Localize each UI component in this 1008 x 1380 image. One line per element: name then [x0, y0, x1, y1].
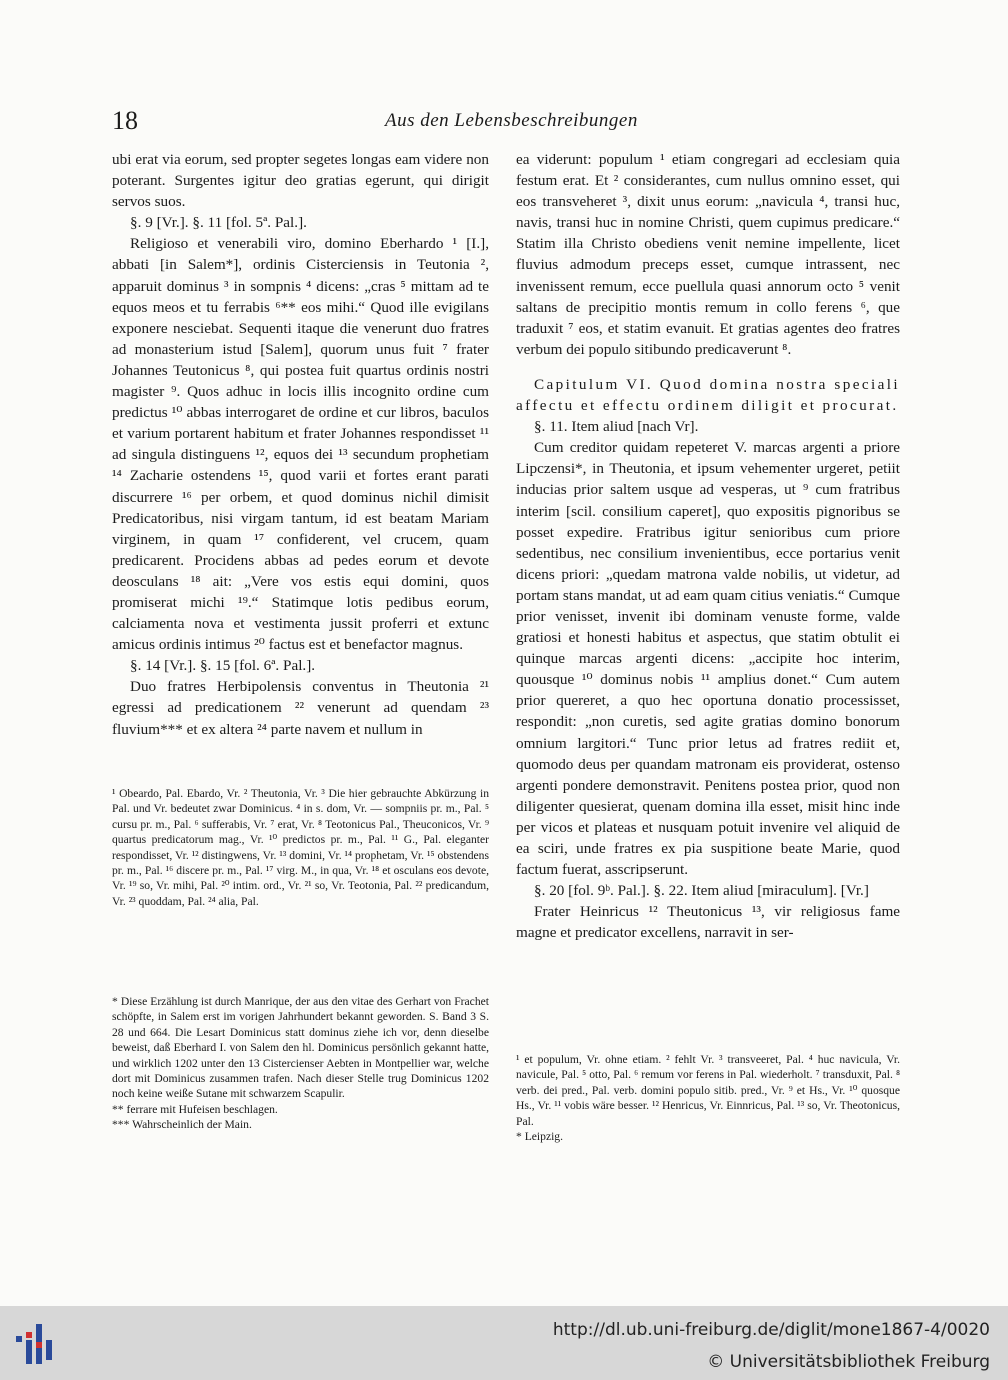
section-ref: §. 11. Item aliud [nach Vr].	[534, 418, 699, 436]
editor-note: ** ferrare mit Hufeisen beschlagen.	[112, 1102, 278, 1116]
section-ref: §. 14 [Vr.]. §. 15 [fol. 6ª. Pal.].	[130, 657, 316, 675]
footnotes-left	[112, 786, 489, 909]
ub-freiburg-logo-icon	[14, 1320, 58, 1366]
editor-note: *** Wahrscheinlich der Main.	[112, 1118, 252, 1132]
source-url-link[interactable]: http://dl.ub.uni-freiburg.de/diglit/mone1867-4/0020	[552, 1320, 990, 1340]
paragraph: Cum creditor quidam repeteret V. marcas argenti a priore Lipczensi*, in Theutonia, et ipsum vehementer urgeret, petiit inducias prior saltem usque ad vesperas, ut ⁹ cum fratribus interim [scil. consilium caperet], quo expositis pignoribus se posset expedire. Fratribus igitur senioribus cum priore sedentibus, nec consilium invenientibus, ecce portarius venit dicens priori: „quedam matrona valde nobilis, ut videtur, ad portam stans mandat, ut ad eam quam citius veniatis.“ Cumque prior venisset, invenit ibi dominam venuste forme, valde gratiosi et honesti habitus et aspectus, que statim obtulit ei quinque marcas argenti dicens: „accipite hoc interim, quousque ¹⁰ dominus nobis ¹¹ amplius donet.“ Cum autem prior quereret, a quo hec oportuna donatio processisset, respondit: „non curetis, sed agite gratias domino bonorum omnium largitori.“ Tunc prior letus ad fratres rediit et, quomodo deus per quandam matronam eis providerat, ostenso argenti pondere demonstravit. Penitens postea prior, quod non diligenter quesierat, quenam domina illa esset, misit hinc inde per vicos et plateas et nusquam potuit invenire vel aliquid de ea sciri, unde fratres ex pia suspitione beate Marie, quod factum fuerat, asscripserunt.	[516, 439, 900, 879]
editor-note: * Diese Erzählung ist durch Manrique, der aus den vitae des Gerhart von Frachet schöpfte, in Salem erst im vorigen Jahrhundert bekannt geworden. S. Band 3 S. 28 und 664. Die Lesart Dominicus statt dominus ziehe ich vor, denn dieselbe beweist, daß Eberhard I. von Salem den hl. Dominicus persönlich gekannt hatte, und wirklich 1202 unter den 13 Cistercienser Aebten in Montpellier war, welche dort mit Dominicus zusammen trafen. Nach dieser Stelle trug Dominicus 1202 noch keine weiße Sutane mit schwarzem Scapulir.	[112, 995, 489, 1101]
editor-notes-left	[112, 994, 489, 1133]
paragraph: Frater Heinricus ¹² Theutonicus ¹³, vir religiosus fame magne et predicator excellens, narravit in ser-	[516, 903, 900, 942]
page-number: 18	[112, 106, 138, 135]
footnote-apparatus: ¹ Obeardo, Pal. Ebardo, Vr. ² Theutonia, Vr. ³ Die hier gebrauchte Abkürzung in Pal. und Vr. bedeutet zwar Dominicus. ⁴ in s. dom, Vr. — sompniis pr. m., Pal. ⁵ cursu pr. m., Pal. ⁶ sufferabis, Vr. ⁷ erat, Vr. ⁸ Teotonicus Pal., Theuconicos, Vr. ⁹ quartus predicatorum mag., Vr. ¹⁰ predictos pr. m., Pal. ¹¹ G., Pal. eleganter respondisset, Vr. ¹² distingwens, Vr. ¹³ domini, Vr. ¹⁴ prophetam, Vr. ¹⁵ obstendens pr. m., Pal. ¹⁶ discere pr. m., Pal. ¹⁷ virg. M., in qua, Vr. ¹⁸ et osculans eos devote, Vr. ¹⁹ so, Vr. mihi, Pal. ²⁰ intim. ord., Vr. ²¹ so, Vr. Teotonia, Pal. ²² predicandum, Vr. ²³ quoddam, Pal. ²⁴ alia, Pal.	[112, 787, 489, 908]
copyright-notice: © Universitätsbibliothek Freiburg	[707, 1352, 990, 1372]
section-ref: §. 20 [fol. 9ᵇ. Pal.]. §. 22. Item aliud [miraculum]. [Vr.]	[534, 882, 869, 900]
left-column	[112, 149, 489, 740]
footnote-apparatus: ¹ et populum, Vr. ohne etiam. ² fehlt Vr. ³ transveeret, Pal. ⁴ huc navicula, Vr. navicule, Pal. ⁵ otto, Pal. ⁶ remum vor ferens in Pal. wiederholt. ⁷ transduxit, Pal. ⁸ verb. dei pred., Pal. verb. domini populo sitib. pred., Vr. ⁹ et Hs., Vr. ¹⁰ quosque Hs., Vr. ¹¹ vobis wäre besser. ¹² Henricus, Vr. Einnricus, Pal. ¹³ so, Vr. Theotonicus, Pal.	[516, 1053, 900, 1128]
running-head: Aus den Lebensbeschreibungen	[385, 110, 638, 131]
paragraph: Duo fratres Herbipolensis conventus in Theutonia ²¹ egressi ad predicationem ²² venerunt ad quendam ²³ fluvium*** et ex altera ²⁴ parte navem et nullum in	[112, 678, 489, 738]
viewer-footer	[0, 1306, 1008, 1380]
paragraph: ubi erat via eorum, sed propter segetes longas eam videre non poterant. Surgentes igitur deo gratias egerunt, qui dirigit servos suos.	[112, 151, 489, 211]
footnotes-right	[516, 1052, 900, 1144]
footnote: * Leipzig.	[516, 1130, 564, 1144]
chapter-heading: Capitulum VI. Quod domina nostra speciali affectu et effectu ordinem diligit et procurat.	[516, 375, 900, 415]
right-column	[516, 149, 900, 943]
paragraph: ea viderunt: populum ¹ etiam congregari ad ecclesiam quia festum erat. Et ² considerantes, cum nullus omnino esset, qui eos transveheret ³, dixit unus eorum: „navicula ⁴, transi huc, navis, transi huc in nomine Christi, quem cupimus predicare.“ Statim illa Christo obediens venit nemine impellente, licet fluvius admodum preceps esset, cumque intrassent, nec invenissent remum, ecce puellula quasi annorum octo ⁵ venit saltans de precipitio montis remum in collo ferens ⁶, que traduxit ⁷ eos, et statim evanuit. Et gratias agentes deo fratres verbum dei populo sitibundo predicaverunt ⁸.	[516, 151, 900, 358]
paragraph: Religioso et venerabili viro, domino Eberhardo ¹ [I.], abbati [in Salem*], ordinis Cisterciensis in Teutonia ², apparuit dominus ³ in sompnis ⁴ dicens: „cras ⁵ mittam ad te equos meos et tu ferrabis ⁶** eos mihi.“ Quod ille evigilans exponere nesciebat. Sequenti itaque die venerunt duo fratres ad monasterium istud [Salem], quorum unus fuit ⁷ frater Johannes Teutonicus ⁸, qui postea fuit quartus ordinis nostri magister ⁹. Quos adhuc in locis illis incognito ordine cum predictus ¹⁰ abbas interrogaret de ordine et cur libros, baculos et varium portarent habitum et frater Johannes respondisset ¹¹ ad singula distinguens ¹², equos dei ¹³ secundum prophetiam ¹⁴ Zacharie ostendens ¹⁵, quod varii et fortes erant parati discurrere ¹⁶ per orbem, et quod dominus nichil dimisit Predicatoribus, nisi virgam tantum, id est beatam Mariam virginem, in quam ¹⁷ confiderent, vel crucem, quam predicarent. Procidens abbas ad pedes eorum et devote deosculans ¹⁸ ait: „Vere vos estis equi domini, quos promiserat michi ¹⁹.“ Statimque lotis pedibus eorum, calciamenta nova et vestimenta jussit proferri et extunc amicus ordinis intimus ²⁰ factus est et benefactor magnus.	[112, 235, 489, 654]
section-ref: §. 9 [Vr.]. §. 11 [fol. 5ª. Pal.].	[130, 214, 307, 232]
